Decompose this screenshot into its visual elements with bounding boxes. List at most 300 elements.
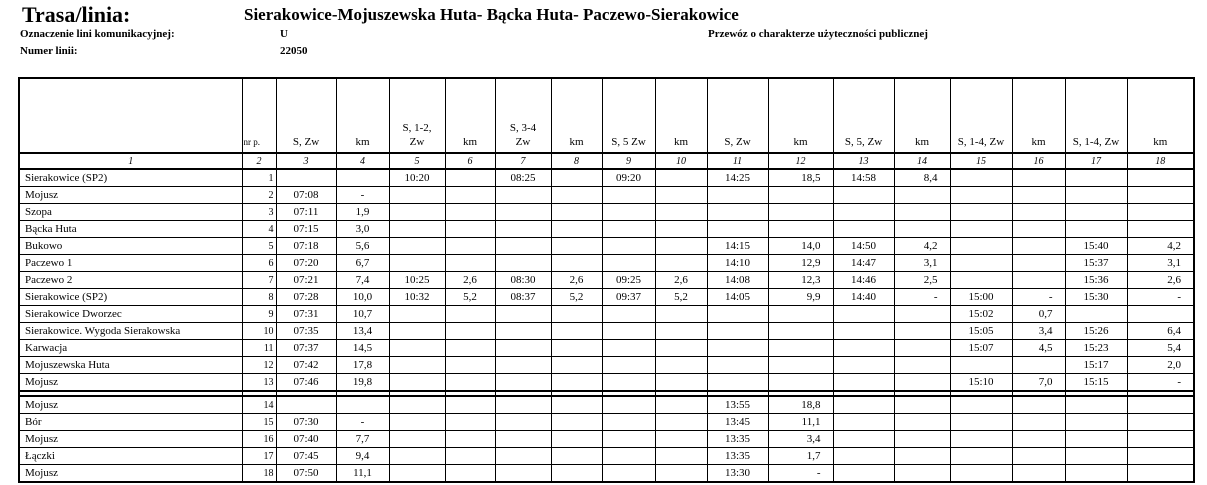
departure-time: 15:36 bbox=[1065, 272, 1127, 289]
distance-km bbox=[655, 306, 707, 323]
distance-km bbox=[551, 374, 602, 392]
distance-km bbox=[768, 306, 833, 323]
column-number: 4 bbox=[336, 153, 389, 169]
distance-km bbox=[551, 448, 602, 465]
distance-km bbox=[1012, 448, 1065, 465]
distance-km bbox=[1127, 396, 1194, 414]
departure-time bbox=[389, 414, 445, 431]
departure-time bbox=[707, 306, 768, 323]
distance-km bbox=[551, 465, 602, 483]
distance-km bbox=[551, 323, 602, 340]
departure-time: 07:28 bbox=[276, 289, 336, 306]
distance-km: 19,8 bbox=[336, 374, 389, 392]
departure-time: 07:18 bbox=[276, 238, 336, 255]
departure-time: 08:37 bbox=[495, 289, 551, 306]
page-title-label: Trasa/linia: bbox=[22, 2, 131, 27]
distance-km bbox=[655, 187, 707, 204]
departure-time bbox=[495, 187, 551, 204]
departure-time bbox=[950, 431, 1012, 448]
table-row bbox=[19, 374, 1194, 392]
distance-km: 4,2 bbox=[894, 238, 950, 255]
departure-time bbox=[950, 414, 1012, 431]
departure-time bbox=[495, 357, 551, 374]
departure-time bbox=[602, 396, 655, 414]
departure-time bbox=[389, 221, 445, 238]
stop-name: Sierakowice Dworzec bbox=[19, 306, 242, 323]
distance-km bbox=[551, 340, 602, 357]
table-row bbox=[19, 357, 1194, 374]
stop-name: Bukowo bbox=[19, 238, 242, 255]
distance-km bbox=[768, 187, 833, 204]
departure-time bbox=[276, 169, 336, 187]
timetable bbox=[18, 77, 1195, 483]
departure-time bbox=[950, 465, 1012, 483]
departure-time: 15:02 bbox=[950, 306, 1012, 323]
distance-km bbox=[894, 396, 950, 414]
departure-time: 07:37 bbox=[276, 340, 336, 357]
table-row bbox=[19, 396, 1194, 414]
stop-number: 16 bbox=[242, 431, 276, 448]
departure-time: 15:23 bbox=[1065, 340, 1127, 357]
departure-time bbox=[1065, 306, 1127, 323]
departure-time: 13:35 bbox=[707, 448, 768, 465]
distance-km: 5,2 bbox=[551, 289, 602, 306]
stop-number: 12 bbox=[242, 357, 276, 374]
distance-km bbox=[1012, 238, 1065, 255]
departure-time: 10:32 bbox=[389, 289, 445, 306]
departure-time bbox=[389, 340, 445, 357]
departure-time: 15:40 bbox=[1065, 238, 1127, 255]
departure-time bbox=[1065, 414, 1127, 431]
departure-time: 10:20 bbox=[389, 169, 445, 187]
departure-time: 07:42 bbox=[276, 357, 336, 374]
departure-time bbox=[495, 340, 551, 357]
distance-km: 12,9 bbox=[768, 255, 833, 272]
departure-time bbox=[602, 448, 655, 465]
departure-time bbox=[495, 431, 551, 448]
departure-time bbox=[833, 414, 894, 431]
distance-km: 2,6 bbox=[1127, 272, 1194, 289]
distance-km: 1,7 bbox=[768, 448, 833, 465]
distance-km: 6,4 bbox=[1127, 323, 1194, 340]
distance-km bbox=[551, 306, 602, 323]
distance-km: 9,9 bbox=[768, 289, 833, 306]
distance-km: 3,0 bbox=[336, 221, 389, 238]
stop-number: 15 bbox=[242, 414, 276, 431]
distance-km bbox=[768, 340, 833, 357]
distance-km bbox=[1012, 465, 1065, 483]
column-number: 5 bbox=[389, 153, 445, 169]
distance-km: 9,4 bbox=[336, 448, 389, 465]
distance-km: 18,8 bbox=[768, 396, 833, 414]
stop-number: 8 bbox=[242, 289, 276, 306]
column-number: 1 bbox=[19, 153, 242, 169]
stop-name: Bór bbox=[19, 414, 242, 431]
distance-km bbox=[445, 204, 495, 221]
distance-km bbox=[445, 431, 495, 448]
distance-km bbox=[445, 187, 495, 204]
departure-time bbox=[707, 187, 768, 204]
distance-km bbox=[1127, 306, 1194, 323]
departure-time bbox=[1065, 221, 1127, 238]
distance-km: - bbox=[1127, 289, 1194, 306]
distance-km bbox=[1012, 204, 1065, 221]
departure-time bbox=[602, 306, 655, 323]
distance-km bbox=[894, 448, 950, 465]
departure-time bbox=[389, 431, 445, 448]
departure-time bbox=[495, 396, 551, 414]
departure-time bbox=[707, 323, 768, 340]
column-header: km bbox=[655, 78, 707, 153]
column-header: S, 1-2, Zw bbox=[389, 78, 445, 153]
stop-number: 5 bbox=[242, 238, 276, 255]
header-row bbox=[19, 78, 1194, 153]
departure-time bbox=[950, 448, 1012, 465]
distance-km bbox=[445, 374, 495, 392]
stop-name: Paczewo 1 bbox=[19, 255, 242, 272]
distance-km bbox=[894, 187, 950, 204]
column-number: 2 bbox=[242, 153, 276, 169]
departure-time bbox=[833, 204, 894, 221]
departure-time bbox=[833, 221, 894, 238]
departure-time bbox=[950, 221, 1012, 238]
stop-name: Mojusz bbox=[19, 374, 242, 392]
distance-km: 13,4 bbox=[336, 323, 389, 340]
stop-number: 11 bbox=[242, 340, 276, 357]
distance-km: 4,2 bbox=[1127, 238, 1194, 255]
departure-time: 13:30 bbox=[707, 465, 768, 483]
column-number: 7 bbox=[495, 153, 551, 169]
departure-time bbox=[1065, 431, 1127, 448]
departure-time: 07:21 bbox=[276, 272, 336, 289]
distance-km bbox=[1012, 187, 1065, 204]
stop-name: Mojusz bbox=[19, 465, 242, 483]
departure-time: 07:40 bbox=[276, 431, 336, 448]
column-number: 14 bbox=[894, 153, 950, 169]
departure-time bbox=[495, 448, 551, 465]
column-number: 16 bbox=[1012, 153, 1065, 169]
distance-km: 5,2 bbox=[445, 289, 495, 306]
distance-km: 2,5 bbox=[894, 272, 950, 289]
distance-km bbox=[551, 187, 602, 204]
column-header: S, 1-4, Zw bbox=[1065, 78, 1127, 153]
column-header: km bbox=[768, 78, 833, 153]
departure-time: 14:15 bbox=[707, 238, 768, 255]
departure-time bbox=[950, 255, 1012, 272]
distance-km bbox=[1012, 221, 1065, 238]
table-row bbox=[19, 289, 1194, 306]
distance-km: 2,6 bbox=[655, 272, 707, 289]
distance-km bbox=[1127, 187, 1194, 204]
column-header: S, Zw bbox=[707, 78, 768, 153]
distance-km bbox=[445, 255, 495, 272]
departure-time: 13:45 bbox=[707, 414, 768, 431]
column-header bbox=[19, 78, 242, 153]
departure-time: 07:20 bbox=[276, 255, 336, 272]
departure-time bbox=[833, 465, 894, 483]
distance-km bbox=[1127, 448, 1194, 465]
distance-km bbox=[1012, 272, 1065, 289]
departure-time: 14:47 bbox=[833, 255, 894, 272]
departure-time bbox=[495, 255, 551, 272]
distance-km bbox=[894, 306, 950, 323]
distance-km bbox=[1127, 169, 1194, 187]
departure-time bbox=[389, 204, 445, 221]
table-row bbox=[19, 204, 1194, 221]
stop-number: 14 bbox=[242, 396, 276, 414]
departure-time bbox=[707, 204, 768, 221]
distance-km: - bbox=[768, 465, 833, 483]
distance-km bbox=[768, 204, 833, 221]
departure-time bbox=[389, 374, 445, 392]
departure-time bbox=[833, 323, 894, 340]
departure-time: 07:50 bbox=[276, 465, 336, 483]
departure-time: 15:07 bbox=[950, 340, 1012, 357]
route-title: Sierakowice-Mojuszewska Huta- Bącka Huta- Paczewo-Sierakowice bbox=[244, 5, 739, 24]
departure-time: 15:10 bbox=[950, 374, 1012, 392]
departure-time: 15:30 bbox=[1065, 289, 1127, 306]
distance-km bbox=[894, 340, 950, 357]
column-number: 6 bbox=[445, 153, 495, 169]
distance-km bbox=[1127, 465, 1194, 483]
column-number: 8 bbox=[551, 153, 602, 169]
departure-time bbox=[833, 396, 894, 414]
column-number: 9 bbox=[602, 153, 655, 169]
departure-time: 14:40 bbox=[833, 289, 894, 306]
departure-time bbox=[707, 340, 768, 357]
column-header: nr p. bbox=[242, 78, 276, 153]
distance-km bbox=[894, 414, 950, 431]
distance-km bbox=[655, 204, 707, 221]
departure-time bbox=[833, 357, 894, 374]
departure-time: 14:10 bbox=[707, 255, 768, 272]
table-row bbox=[19, 448, 1194, 465]
table-row bbox=[19, 272, 1194, 289]
column-header: km bbox=[336, 78, 389, 153]
distance-km bbox=[551, 204, 602, 221]
distance-km bbox=[551, 238, 602, 255]
departure-time bbox=[950, 187, 1012, 204]
departure-time bbox=[1065, 465, 1127, 483]
departure-time bbox=[602, 431, 655, 448]
distance-km bbox=[655, 169, 707, 187]
distance-km: 7,0 bbox=[1012, 374, 1065, 392]
departure-time bbox=[833, 448, 894, 465]
column-number: 15 bbox=[950, 153, 1012, 169]
distance-km bbox=[894, 431, 950, 448]
departure-time: 07:35 bbox=[276, 323, 336, 340]
column-header: S, 5, Zw bbox=[833, 78, 894, 153]
stop-name: Mojusz bbox=[19, 396, 242, 414]
stop-number: 13 bbox=[242, 374, 276, 392]
departure-time: 09:37 bbox=[602, 289, 655, 306]
stop-name: Paczewo 2 bbox=[19, 272, 242, 289]
distance-km bbox=[336, 169, 389, 187]
distance-km: 2,0 bbox=[1127, 357, 1194, 374]
distance-km: - bbox=[1127, 374, 1194, 392]
line-number-label: Numer linii: bbox=[20, 45, 78, 57]
line-number-value: 22050 bbox=[280, 45, 308, 57]
departure-time: 07:46 bbox=[276, 374, 336, 392]
departure-time: 08:25 bbox=[495, 169, 551, 187]
distance-km bbox=[336, 396, 389, 414]
table-row bbox=[19, 306, 1194, 323]
departure-time: 14:08 bbox=[707, 272, 768, 289]
distance-km: 14,0 bbox=[768, 238, 833, 255]
distance-km: 11,1 bbox=[336, 465, 389, 483]
departure-time bbox=[602, 374, 655, 392]
distance-km: 6,7 bbox=[336, 255, 389, 272]
distance-km: 18,5 bbox=[768, 169, 833, 187]
distance-km bbox=[1012, 431, 1065, 448]
distance-km bbox=[551, 431, 602, 448]
departure-time: 14:25 bbox=[707, 169, 768, 187]
distance-km: 2,6 bbox=[551, 272, 602, 289]
departure-time bbox=[495, 306, 551, 323]
stop-name: Łączki bbox=[19, 448, 242, 465]
departure-time bbox=[389, 238, 445, 255]
stop-name: Sierakowice (SP2) bbox=[19, 289, 242, 306]
distance-km bbox=[1012, 396, 1065, 414]
distance-km bbox=[768, 357, 833, 374]
departure-time bbox=[833, 374, 894, 392]
designation-value: U bbox=[280, 28, 288, 40]
distance-km: 14,5 bbox=[336, 340, 389, 357]
distance-km: 3,1 bbox=[1127, 255, 1194, 272]
column-number: 18 bbox=[1127, 153, 1194, 169]
distance-km: - bbox=[336, 187, 389, 204]
departure-time bbox=[707, 357, 768, 374]
distance-km: 12,3 bbox=[768, 272, 833, 289]
departure-time bbox=[389, 396, 445, 414]
departure-time: 14:50 bbox=[833, 238, 894, 255]
departure-time bbox=[389, 255, 445, 272]
distance-km: 3,1 bbox=[894, 255, 950, 272]
distance-km: 7,7 bbox=[336, 431, 389, 448]
stop-name: Bącka Huta bbox=[19, 221, 242, 238]
distance-km: 7,4 bbox=[336, 272, 389, 289]
column-header: km bbox=[1012, 78, 1065, 153]
departure-time: 09:20 bbox=[602, 169, 655, 187]
distance-km bbox=[445, 414, 495, 431]
distance-km: 4,5 bbox=[1012, 340, 1065, 357]
departure-time: 09:25 bbox=[602, 272, 655, 289]
departure-time bbox=[602, 204, 655, 221]
distance-km: 5,2 bbox=[655, 289, 707, 306]
departure-time bbox=[389, 357, 445, 374]
distance-km: 10,7 bbox=[336, 306, 389, 323]
departure-time: 14:58 bbox=[833, 169, 894, 187]
departure-time bbox=[950, 357, 1012, 374]
distance-km: 0,7 bbox=[1012, 306, 1065, 323]
stop-name: Mojusz bbox=[19, 187, 242, 204]
departure-time: 08:30 bbox=[495, 272, 551, 289]
departure-time bbox=[602, 465, 655, 483]
departure-time bbox=[602, 238, 655, 255]
table-row bbox=[19, 187, 1194, 204]
distance-km bbox=[551, 169, 602, 187]
column-number: 12 bbox=[768, 153, 833, 169]
stop-name: Szopa bbox=[19, 204, 242, 221]
distance-km bbox=[1127, 221, 1194, 238]
departure-time bbox=[833, 187, 894, 204]
departure-time bbox=[389, 306, 445, 323]
distance-km: 17,8 bbox=[336, 357, 389, 374]
distance-km bbox=[445, 465, 495, 483]
column-header: S, Zw bbox=[276, 78, 336, 153]
stop-number: 1 bbox=[242, 169, 276, 187]
table-row bbox=[19, 431, 1194, 448]
departure-time: 07:08 bbox=[276, 187, 336, 204]
departure-time bbox=[602, 221, 655, 238]
distance-km bbox=[1127, 414, 1194, 431]
carrier-note: Przewóz o charakterze użyteczności publicznej bbox=[708, 28, 928, 40]
column-header: km bbox=[894, 78, 950, 153]
column-number: 11 bbox=[707, 153, 768, 169]
stop-name: Sierakowice (SP2) bbox=[19, 169, 242, 187]
distance-km bbox=[445, 340, 495, 357]
departure-time bbox=[495, 238, 551, 255]
stop-number: 9 bbox=[242, 306, 276, 323]
departure-time bbox=[950, 238, 1012, 255]
column-header: S, 1-4, Zw bbox=[950, 78, 1012, 153]
distance-km bbox=[445, 396, 495, 414]
distance-km bbox=[894, 221, 950, 238]
departure-time bbox=[833, 306, 894, 323]
distance-km bbox=[655, 448, 707, 465]
departure-time: 15:15 bbox=[1065, 374, 1127, 392]
distance-km: 3,4 bbox=[768, 431, 833, 448]
departure-time: 15:37 bbox=[1065, 255, 1127, 272]
distance-km bbox=[894, 465, 950, 483]
stop-number: 10 bbox=[242, 323, 276, 340]
departure-time bbox=[602, 414, 655, 431]
departure-time bbox=[1065, 448, 1127, 465]
departure-time bbox=[833, 340, 894, 357]
distance-km bbox=[1012, 357, 1065, 374]
stop-number: 17 bbox=[242, 448, 276, 465]
departure-time bbox=[602, 323, 655, 340]
distance-km bbox=[768, 221, 833, 238]
departure-time bbox=[602, 340, 655, 357]
departure-time bbox=[495, 204, 551, 221]
departure-time bbox=[389, 465, 445, 483]
departure-time: 07:15 bbox=[276, 221, 336, 238]
distance-km bbox=[655, 465, 707, 483]
distance-km bbox=[655, 357, 707, 374]
stop-number: 4 bbox=[242, 221, 276, 238]
table-row bbox=[19, 465, 1194, 483]
departure-time: 15:26 bbox=[1065, 323, 1127, 340]
departure-time bbox=[950, 169, 1012, 187]
table-row bbox=[19, 323, 1194, 340]
departure-time: 10:25 bbox=[389, 272, 445, 289]
departure-time bbox=[495, 465, 551, 483]
departure-time: 15:00 bbox=[950, 289, 1012, 306]
distance-km bbox=[551, 357, 602, 374]
departure-time bbox=[1065, 204, 1127, 221]
departure-time: 13:35 bbox=[707, 431, 768, 448]
column-header: km bbox=[1127, 78, 1194, 153]
column-number: 17 bbox=[1065, 153, 1127, 169]
column-header: S, 3-4 Zw bbox=[495, 78, 551, 153]
column-header: km bbox=[551, 78, 602, 153]
distance-km bbox=[894, 204, 950, 221]
distance-km bbox=[445, 357, 495, 374]
distance-km bbox=[655, 340, 707, 357]
distance-km bbox=[655, 255, 707, 272]
distance-km: 8,4 bbox=[894, 169, 950, 187]
